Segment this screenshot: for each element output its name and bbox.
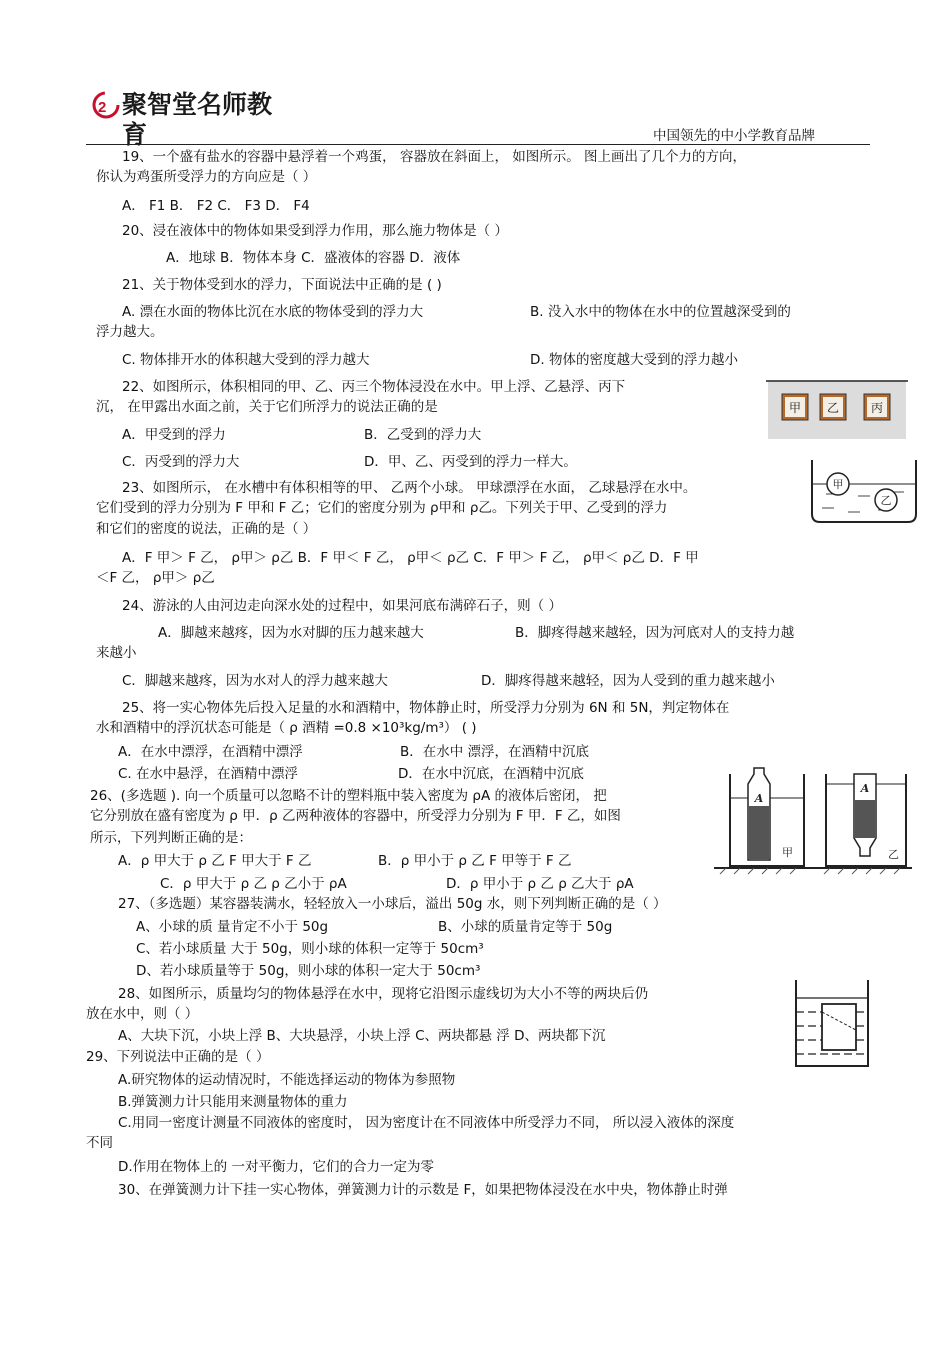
q23-stem-2: 它们受到的浮力分别为 F 甲和 F 乙；它们的密度分别为 ρ甲和 ρ乙。下列关于甲、乙受到的浮力	[96, 500, 668, 516]
q26-stem-1: 26、(多选题 ). 向一个质量可以忽略不计的塑料瓶中装入密度为 ρA 的液体后密闭， 把	[90, 788, 607, 804]
q20-stem: 20、浸在液体中的物体如果受到浮力作用，那么施力物体是（ ）	[122, 223, 508, 239]
q28-options: A、大块下沉，小块上浮 B、大块悬浮，小块上浮 C、两块都悬 浮 D、两块都下沉	[118, 1028, 606, 1044]
svg-text:丙: 丙	[870, 401, 884, 415]
q25-option-c: C. 在水中悬浮，在酒精中漂浮	[118, 766, 299, 782]
q26-option-c: C．ρ 甲大于 ρ 乙 ρ 乙小于 ρA	[160, 876, 347, 892]
q29-option-b: B.弹簧测力计只能用来测量物体的重力	[118, 1094, 348, 1110]
q23-options-2: ＜F 乙， ρ甲＞ ρ乙	[96, 570, 215, 586]
q22-stem-1: 22、如图所示，体积相同的甲、乙、丙三个物体浸没在水中。甲上浮、乙悬浮、丙下	[122, 379, 626, 395]
q22-figure	[766, 380, 908, 440]
svg-text:A: A	[860, 782, 870, 795]
q22-stem-2: 沉， 在甲露出水面之前，关于它们所浮力的说法正确的是	[96, 399, 438, 415]
q20-options: A．地球 B．物体本身 C．盛液体的容器 D．液体	[166, 250, 461, 266]
floating-block	[822, 1004, 856, 1050]
q27-option-d: D、若小球质量等于 50g，则小球的体积一定大于 50cm³	[136, 963, 481, 979]
q23-stem-3: 和它们的密度的说法，正确的是（ ）	[96, 521, 317, 537]
svg-text:A: A	[754, 792, 764, 805]
block-jia	[782, 394, 808, 420]
q28-stem-2: 放在水中，则（ ）	[86, 1006, 199, 1022]
q29-option-c-cont: 不同	[86, 1135, 113, 1151]
q29-option-c: C.用同一密度计测量不同液体的密度时， 因为密度计在不同液体中所受浮力不同， 所以浸入液体的深度	[118, 1115, 735, 1131]
q24-option-b: B．脚疼得越来越轻，因为河底对人的支持力越	[515, 625, 795, 641]
q24-option-a: A．脚越来越疼，因为水对脚的压力越来越大	[158, 625, 424, 641]
brand-logo	[92, 88, 292, 149]
bottle-inverted	[854, 774, 876, 856]
logo-swirl-icon	[92, 90, 122, 120]
q26-stem-3: 所示，下列判断正确的是：	[90, 830, 252, 846]
svg-text:甲: 甲	[788, 401, 802, 415]
q21-option-c: C. 物体排开水的体积越大受到的浮力越大	[122, 352, 370, 368]
q26-option-b: B．ρ 甲小于 ρ 乙 F 甲等于 F 乙	[378, 853, 572, 869]
q25-option-a: A．在水中漂浮，在酒精中漂浮	[118, 744, 303, 760]
q25-stem-1: 25、将一实心物体先后投入足量的水和酒精中，物体静止时，所受浮力分别为 6N 和 5N，判定物体在	[122, 700, 730, 716]
q26-figure	[714, 764, 912, 876]
svg-text:乙: 乙	[826, 401, 840, 415]
q29-stem: 29、下列说法中正确的是（ ）	[86, 1049, 270, 1065]
q29-option-d: D.作用在物体上的 一对平衡力，它们的合力一定为零	[118, 1159, 434, 1175]
bottle-upright	[748, 768, 770, 860]
ball-jia	[827, 473, 849, 495]
svg-text:乙: 乙	[880, 494, 892, 507]
q25-option-b: B．在水中 漂浮，在酒精中沉底	[400, 744, 590, 760]
q22-option-c: C．丙受到的浮力大	[122, 454, 240, 470]
q21-option-a: A. 漂在水面的物体比沉在水底的物体受到的浮力大	[122, 304, 424, 320]
q19-stem-2: 你认为鸡蛋所受浮力的方向应是（ ）	[96, 169, 317, 185]
q27-option-c: C、若小球质量 大于 50g，则小球的体积一定等于 50cm³	[136, 941, 484, 957]
q23-stem-1: 23、如图所示， 在水槽中有体积相等的甲、 乙两个小球。 甲球漂浮在水面， 乙球悬浮在水中。	[122, 480, 697, 496]
q26-option-d: D．ρ 甲小于 ρ 乙 ρ 乙大于 ρA	[446, 876, 634, 892]
q22-option-d: D．甲、乙、丙受到的浮力一样大。	[364, 454, 577, 470]
q22-option-a: A．甲受到的浮力	[122, 427, 226, 443]
q27-option-a: A、小球的质 量肯定不小于 50g	[136, 919, 329, 935]
q21-option-d: D. 物体的密度越大受到的浮力越小	[530, 352, 738, 368]
q25-option-d: D．在水中沉底，在酒精中沉底	[398, 766, 584, 782]
q28-figure	[792, 978, 872, 1070]
q27-stem: 27、（多选题）某容器装满水，轻轻放入一小球后，溢出 50g 水，则下列判断正确的是（ ）	[118, 896, 667, 912]
q21-stem: 21、关于物体受到水的浮力，下面说法中正确的是 ( )	[122, 277, 442, 293]
q24-stem: 24、游泳的人由河边走向深水处的过程中，如果河底布满碎石子，则（ ）	[122, 598, 562, 614]
svg-text:乙: 乙	[888, 848, 899, 861]
ball-yi	[875, 489, 897, 511]
q23-options-1: A．F 甲＞ F 乙， ρ甲＞ ρ乙 B．F 甲＜ F 乙， ρ甲＜ ρ乙 C．F 甲＞ F 乙， ρ甲＜ ρ乙 D．F 甲	[122, 550, 699, 566]
q22-option-b: B．乙受到的浮力大	[364, 427, 482, 443]
q27-option-b: B、小球的质量肯定等于 50g	[438, 919, 613, 935]
q29-option-a: A.研究物体的运动情况时，不能选择运动的物体为参照物	[118, 1072, 456, 1088]
svg-text:甲: 甲	[832, 478, 844, 491]
q21-option-b: B. 没入水中的物体在水中的位置越深受到的	[530, 304, 791, 320]
q21-option-b-cont: 浮力越大。	[96, 324, 164, 340]
q19-options: A． F1 B． F2 C． F3 D． F4	[122, 198, 310, 214]
q24-option-d: D．脚疼得越来越轻，因为人受到的重力越来越小	[481, 673, 775, 689]
brand-slogan: 中国领先的中小学教育品牌	[653, 128, 815, 144]
q24-option-b-cont: 来越小	[96, 645, 137, 661]
header-divider	[86, 144, 870, 145]
q30-stem: 30、在弹簧测力计下挂一实心物体，弹簧测力计的示数是 F，如果把物体浸没在水中央，物体静止时弹	[118, 1182, 728, 1198]
q25-stem-2: 水和酒精中的浮沉状态可能是（ ρ 酒精 =0.8 ×10³kg/m³） ( )	[96, 720, 477, 736]
q19-stem-1: 19、一个盛有盐水的容器中悬浮着一个鸡蛋， 容器放在斜面上， 如图所示。 图上画出了几个力的方向，	[122, 149, 747, 165]
q23-figure	[808, 458, 920, 526]
block-bing	[864, 394, 890, 420]
svg-text:2: 2	[98, 99, 107, 116]
logo-text: 聚智堂名师教育	[122, 90, 273, 149]
q26-stem-2: 它分别放在盛有密度为 ρ 甲．ρ 乙两种液体的容器中，所受浮力分别为 F 甲．F 乙，如图	[90, 808, 621, 824]
svg-text:甲: 甲	[782, 846, 793, 859]
q28-stem-1: 28、如图所示，质量均匀的物体悬浮在水中，现将它沿图示虚线切为大小不等的两块后仍	[118, 986, 649, 1002]
q24-option-c: C．脚越来越疼，因为水对人的浮力越来越大	[122, 673, 388, 689]
q26-option-a: A．ρ 甲大于 ρ 乙 F 甲大于 F 乙	[118, 853, 312, 869]
block-yi	[820, 394, 846, 420]
